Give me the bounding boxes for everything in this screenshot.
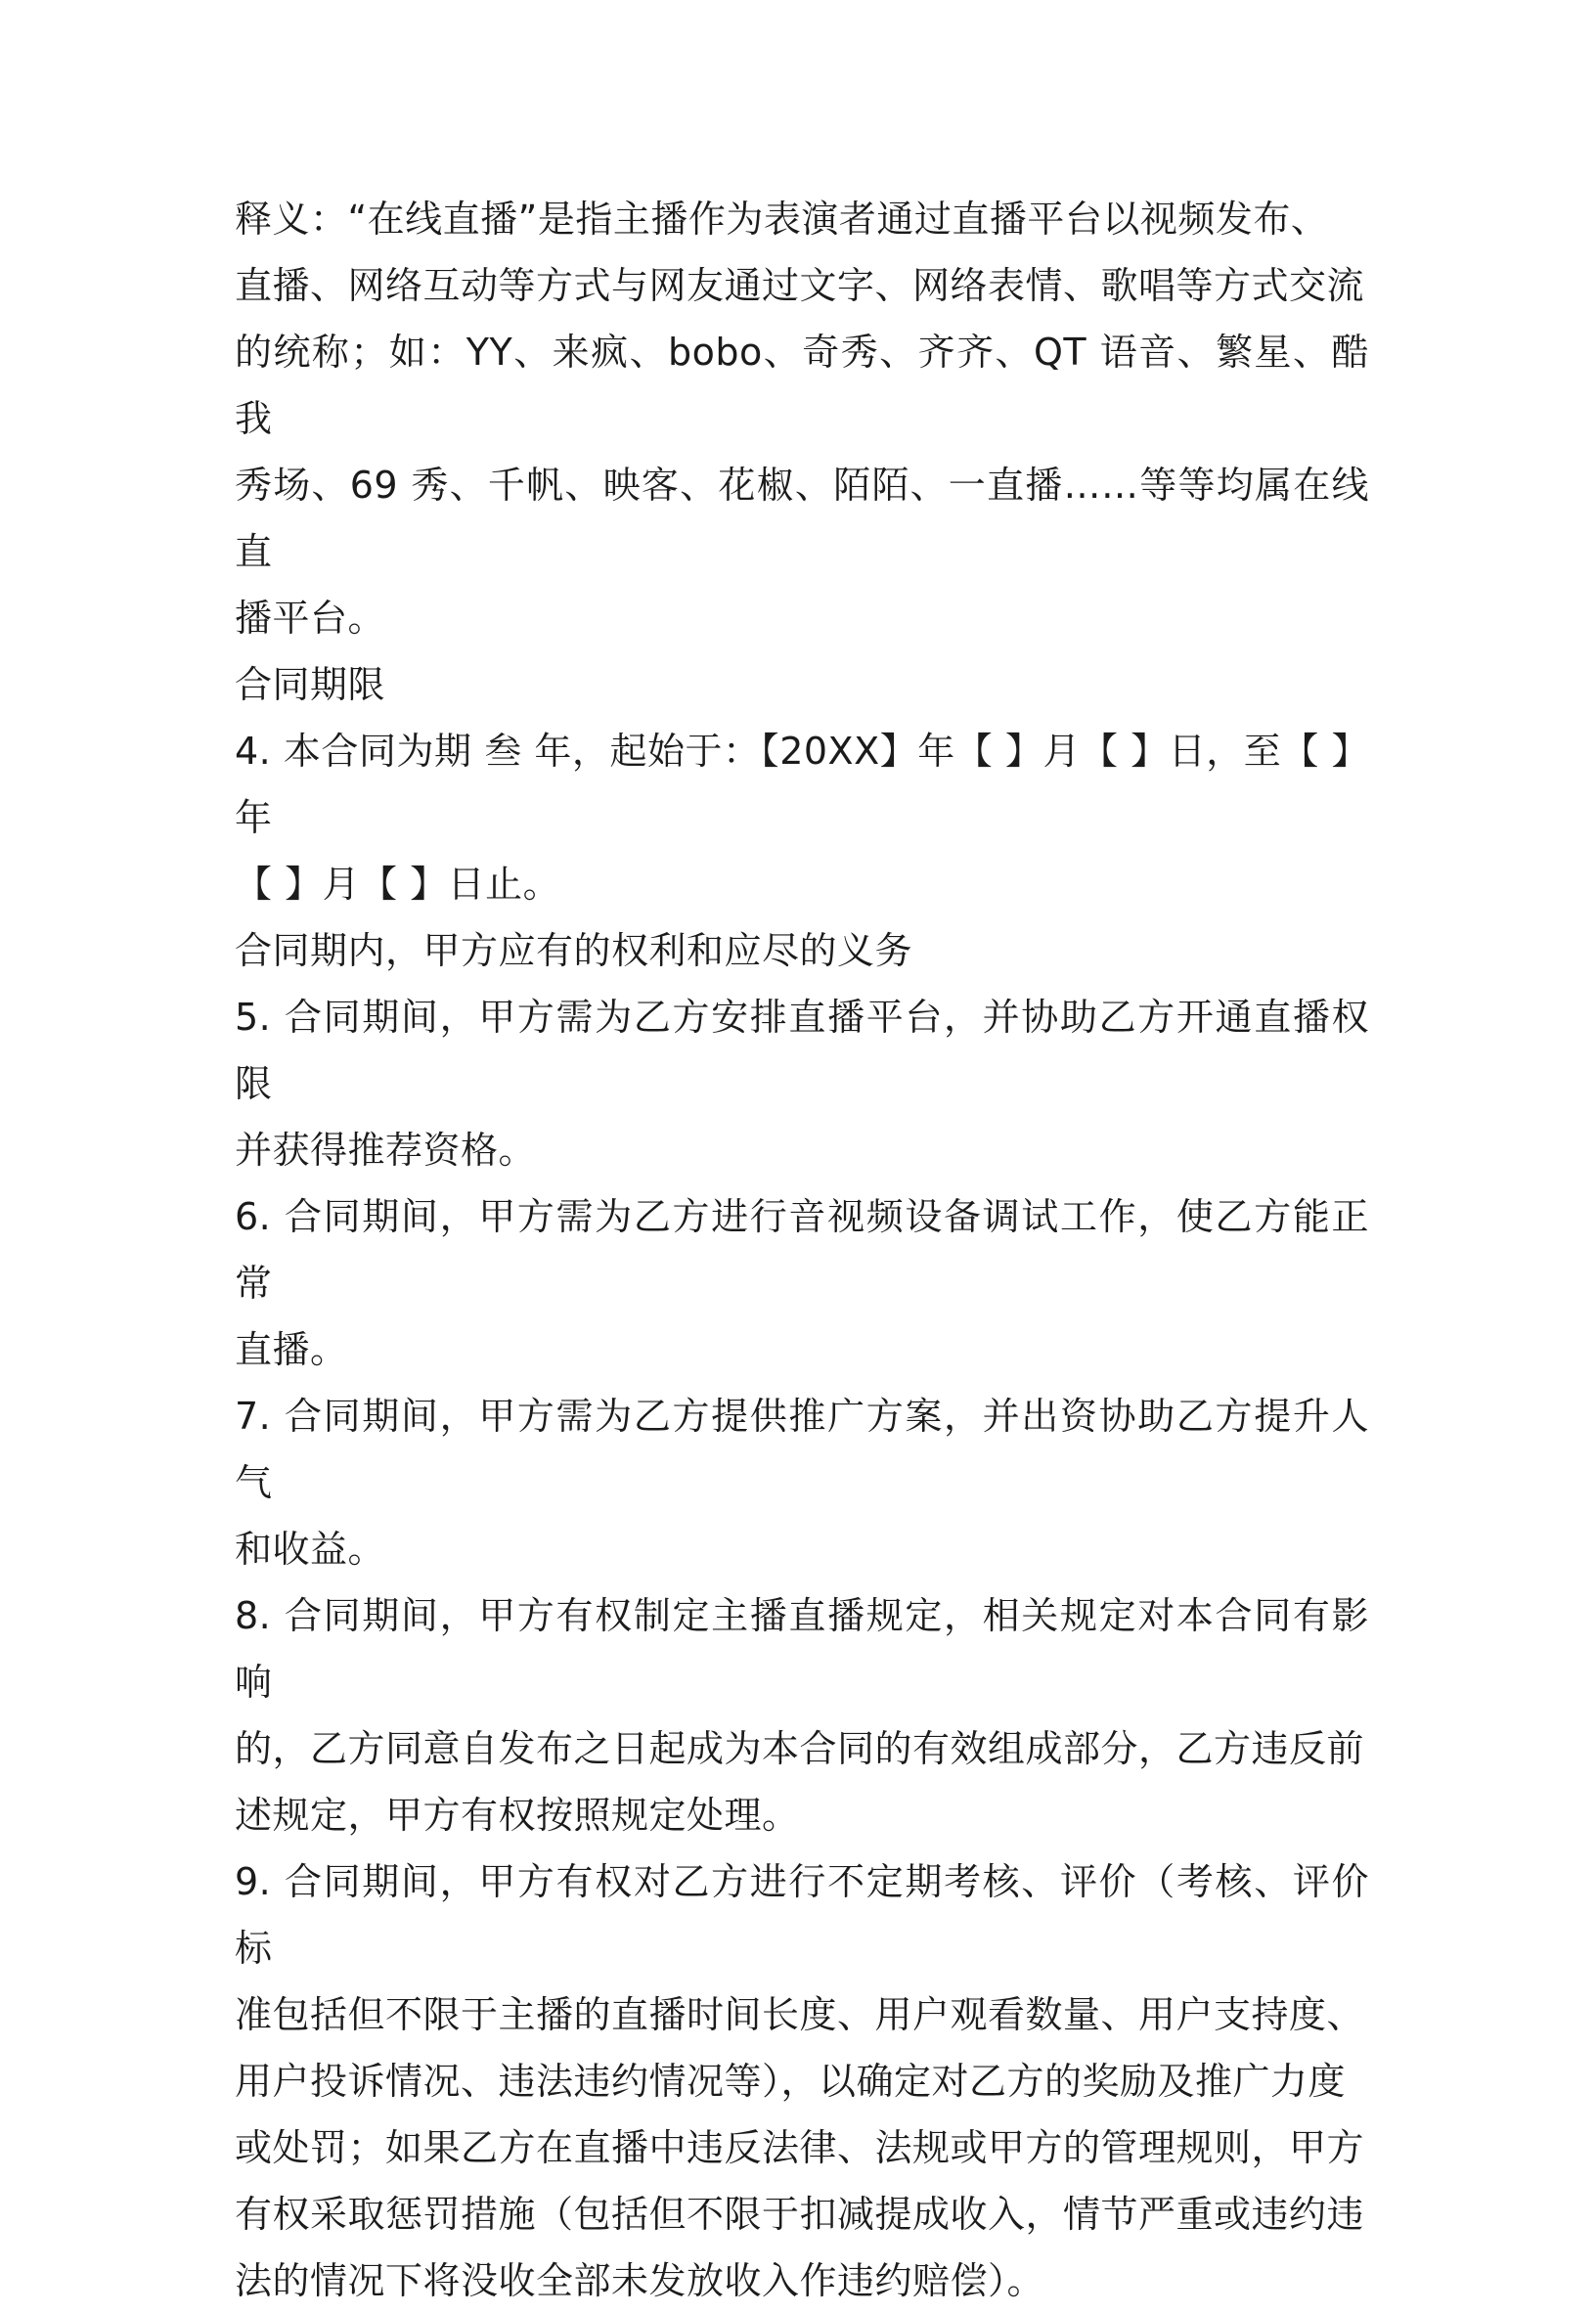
text-line: 7. 合同期间，甲方需为乙方提供推广方案，并出资协助乙方提升人气 <box>235 1395 1369 1504</box>
text-line: 准包括但不限于主播的直播时间长度、用户观看数量、用户支持度、 <box>235 1993 1365 2036</box>
text-line: 法的情况下将没收全部未发放收入作违约赔偿）。 <box>235 2259 1045 2302</box>
text-line: 播平台。 <box>235 597 386 640</box>
clause-9 <box>235 1848 1369 2314</box>
text-line: 述规定，甲方有权按照规定处理。 <box>235 1794 800 1837</box>
text-line: 秀场、69 秀、千帆、映客、花椒、陌陌、一直播……等等均属在线直 <box>235 464 1369 573</box>
definition-paragraph <box>235 186 1369 651</box>
clause-4 <box>235 718 1369 917</box>
text-line: 合同期限 <box>235 663 386 706</box>
text-line: 有权采取惩罚措施（包括但不限于扣减提成收入，情节严重或违约违 <box>235 2193 1365 2236</box>
text-line: 释义：“在线直播”是指主播作为表演者通过直播平台以视频发布、 <box>235 198 1329 241</box>
text-line: 9. 合同期间，甲方有权对乙方进行不定期考核、评价（考核、评价标 <box>235 1860 1369 1970</box>
text-line: 6. 合同期间，甲方需为乙方进行音视频设备调试工作，使乙方能正常 <box>235 1195 1369 1305</box>
text-line: 合同期内，甲方应有的权利和应尽的义务 <box>235 929 913 972</box>
clause-7 <box>235 1383 1369 1582</box>
text-line: 并获得推荐资格。 <box>235 1129 537 1172</box>
clause-6 <box>235 1183 1369 1383</box>
text-line: 直播。 <box>235 1328 348 1371</box>
text-line: 的，乙方同意自发布之日起成为本合同的有效组成部分，乙方违反前 <box>235 1727 1365 1770</box>
section-heading-contract-term <box>235 651 1369 718</box>
clause-8 <box>235 1582 1369 1848</box>
text-line: 【 】月【 】日止。 <box>235 863 561 906</box>
text-line: 4. 本合同为期 叁 年，起始于：【20XX】年【 】月【 】日，至【 】年 <box>235 730 1369 839</box>
text-line: 的统称；如：YY、来疯、bobo、奇秀、齐齐、QT 语音、繁星、酷我 <box>235 331 1369 440</box>
text-line: 5. 合同期间，甲方需为乙方安排直播平台，并协助乙方开通直播权限 <box>235 996 1369 1105</box>
text-line: 和收益。 <box>235 1528 386 1571</box>
text-line: 直播、网络互动等方式与网友通过文字、网络表情、歌唱等方式交流 <box>235 264 1365 307</box>
clause-5 <box>235 984 1369 1183</box>
document-body <box>235 186 1369 2314</box>
text-line: 或处罚；如果乙方在直播中违反法律、法规或甲方的管理规则，甲方 <box>235 2126 1365 2169</box>
text-line: 8. 合同期间，甲方有权制定主播直播规定，相关规定对本合同有影响 <box>235 1594 1369 1704</box>
text-line: 用户投诉情况、违法违约情况等），以确定对乙方的奖励及推广力度 <box>235 2060 1347 2103</box>
section-heading-rights-obligations <box>235 917 1369 984</box>
